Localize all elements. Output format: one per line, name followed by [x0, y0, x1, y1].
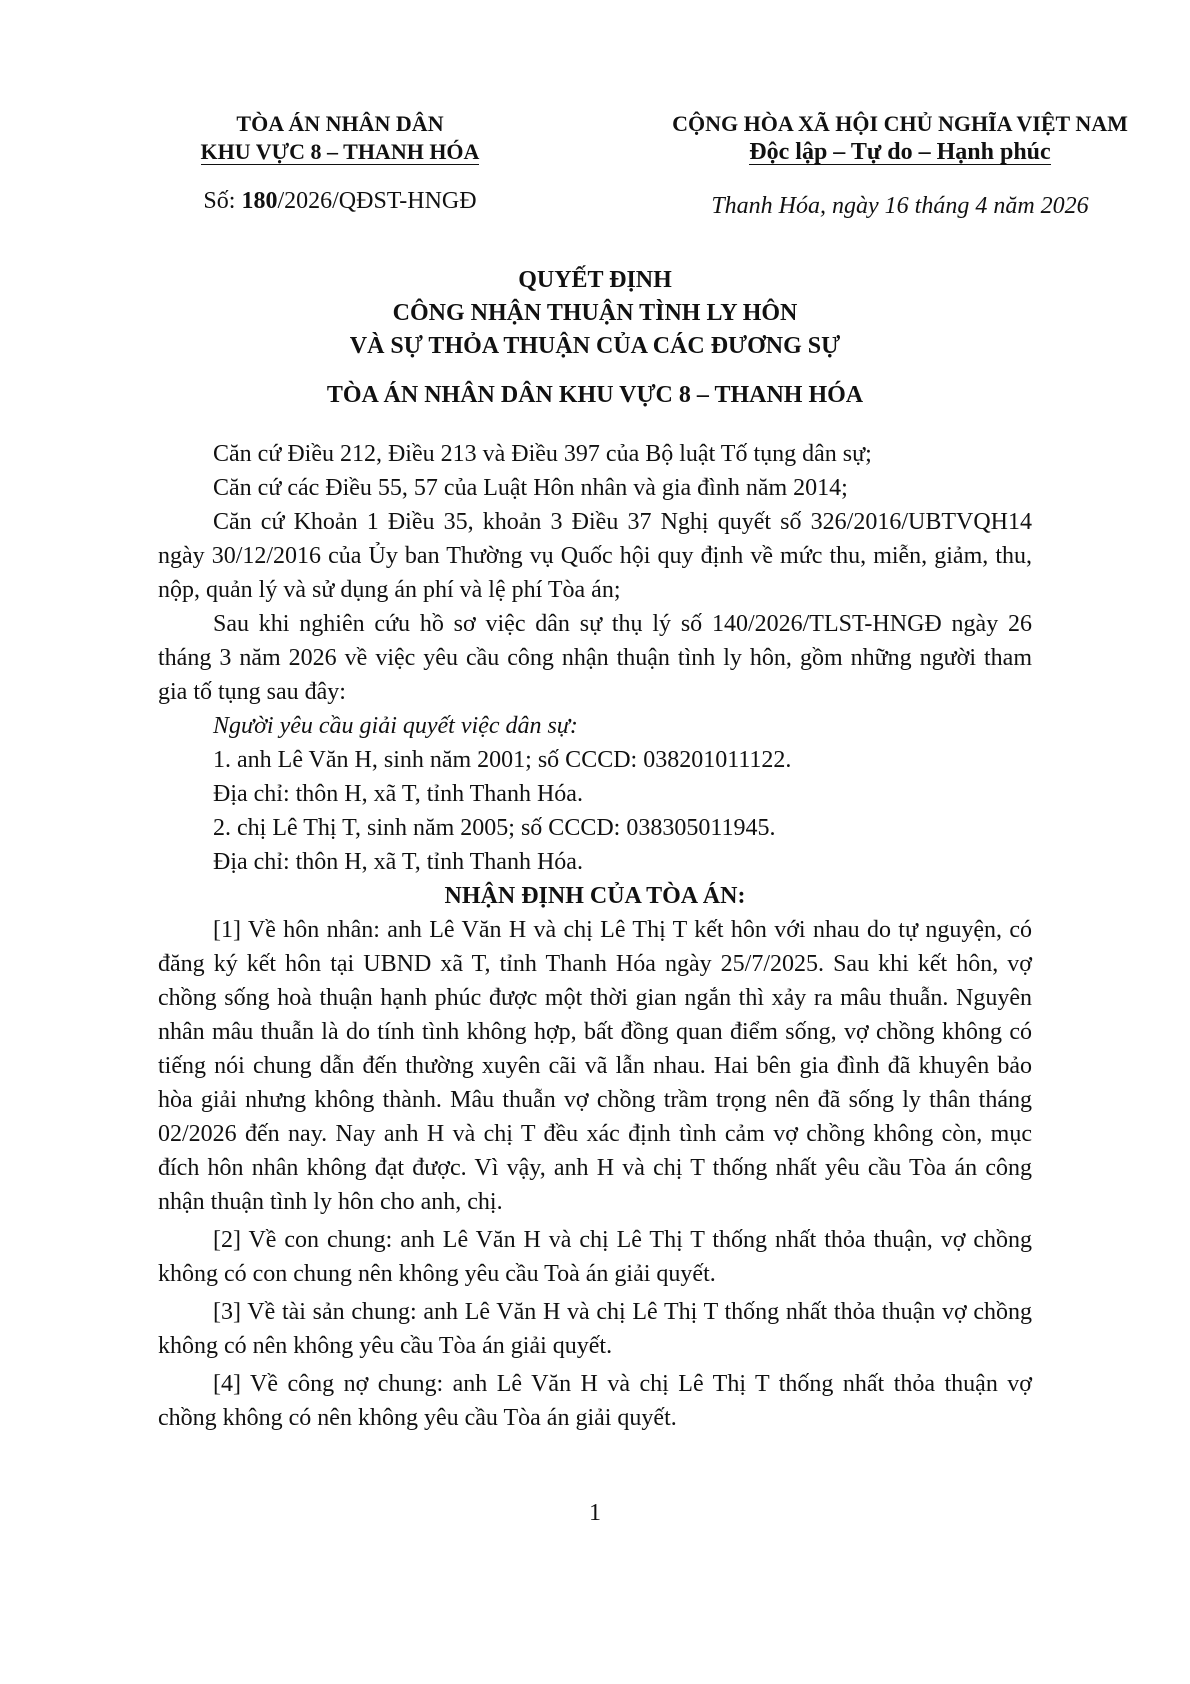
court-header [180, 110, 500, 166]
paragraph: [2] Về con chung: anh Lê Văn H và chị Lê Thị T thống nhất thỏa thuận, vợ chồng không có con chung nên không yêu cầu Toà án giải quyết. [158, 1227, 1032, 1287]
paragraph: Địa chỉ: thôn H, xã T, tỉnh Thanh Hóa. [213, 781, 583, 807]
page-number: 1 [589, 1500, 601, 1526]
document-body [158, 437, 1032, 1435]
court-name: TÒA ÁN NHÂN DÂN [236, 111, 444, 136]
paragraph: Địa chỉ: thôn H, xã T, tỉnh Thanh Hóa. [213, 849, 583, 875]
paragraph: Căn cứ các Điều 55, 57 của Luật Hôn nhân và gia đình năm 2014; [213, 475, 848, 501]
document-date: Thanh Hóa, ngày 16 tháng 4 năm 2026 [711, 193, 1089, 219]
section-heading: NHẬN ĐỊNH CỦA TÒA ÁN: [444, 883, 746, 909]
document-title: QUYẾT ĐỊNH CÔNG NHẬN THUẬN TÌNH LY HÔN VÀ SỰ THỎA THUẬN CỦA CÁC ĐƯƠNG SỰ [349, 267, 841, 359]
national-header [640, 110, 1160, 166]
motto: Độc lập – Tự do – Hạnh phúc [749, 139, 1051, 165]
country-name: CỘNG HÒA XÃ HỘI CHỦ NGHĨA VIỆT NAM [672, 111, 1128, 136]
paragraph: 1. anh Lê Văn H, sinh năm 2001; số CCCD: 038201011122. [213, 747, 792, 773]
paragraph: [1] Về hôn nhân: anh Lê Văn H và chị Lê Thị T kết hôn với nhau do tự nguyện, có đăng ký kết hôn tại UBND xã T, tỉnh Thanh Hóa ngày 25/7/2025. Sau khi kết hôn, vợ chồng sống hoà thuận hạnh phúc được một thời gian ngắn thì xảy ra mâu thuẫn. Nguyên nhân mâu thuẫn là do tính tình không hợp, bất đồng quan điểm sống, vợ chồng không có tiếng nói chung dẫn đến thường xuyên cãi vã lẫn nhau. Hai bên gia đình đã khuyên bảo hòa giải nhưng không thành. Mâu thuẫn vợ chồng trầm trọng nên đã sống ly thân tháng 02/2026 đến nay. Nay anh H và chị T đều xác định tình cảm vợ chồng không còn, mục đích hôn nhân không đạt được. Vì vậy, anh H và chị T thống nhất yêu cầu Tòa án công nhận thuận tình ly hôn cho anh, chị. [158, 917, 1032, 1215]
issuing-court: TÒA ÁN NHÂN DÂN KHU VỰC 8 – THANH HÓA [326, 382, 864, 408]
paragraph: [4] Về công nợ chung: anh Lê Văn H và chị Lê Thị T thống nhất thỏa thuận vợ chồng không có nên không yêu cầu Tòa án giải quyết. [158, 1371, 1032, 1431]
paragraph: Người yêu cầu giải quyết việc dân sự: [213, 713, 578, 739]
paragraph: [3] Về tài sản chung: anh Lê Văn H và chị Lê Thị T thống nhất thỏa thuận vợ chồng không có nên không yêu cầu Tòa án giải quyết. [158, 1299, 1032, 1359]
paragraph: 2. chị Lê Thị T, sinh năm 2005; số CCCD: 038305011945. [213, 815, 776, 841]
paragraph: Căn cứ Khoản 1 Điều 35, khoản 3 Điều 37 Nghị quyết số 326/2016/UBTVQH14 ngày 30/12/2016 của Ủy ban Thường vụ Quốc hội quy định về mức thu, miễn, giảm, thu, nộp, quản lý và sử dụng án phí và lệ phí Tòa án; [158, 509, 1032, 603]
paragraph: Sau khi nghiên cứu hồ sơ việc dân sự thụ lý số 140/2026/TLST-HNGĐ ngày 26 tháng 3 năm 2026 về việc yêu cầu công nhận thuận tình ly hôn, gồm những người tham gia tố tụng sau đây: [158, 611, 1032, 705]
decision-number: Số: 180/2026/QĐST-HNGĐ [203, 188, 477, 214]
court-region: KHU VỰC 8 – THANH HÓA [200, 139, 480, 164]
paragraph: Căn cứ Điều 212, Điều 213 và Điều 397 của Bộ luật Tố tụng dân sự; [213, 441, 872, 467]
